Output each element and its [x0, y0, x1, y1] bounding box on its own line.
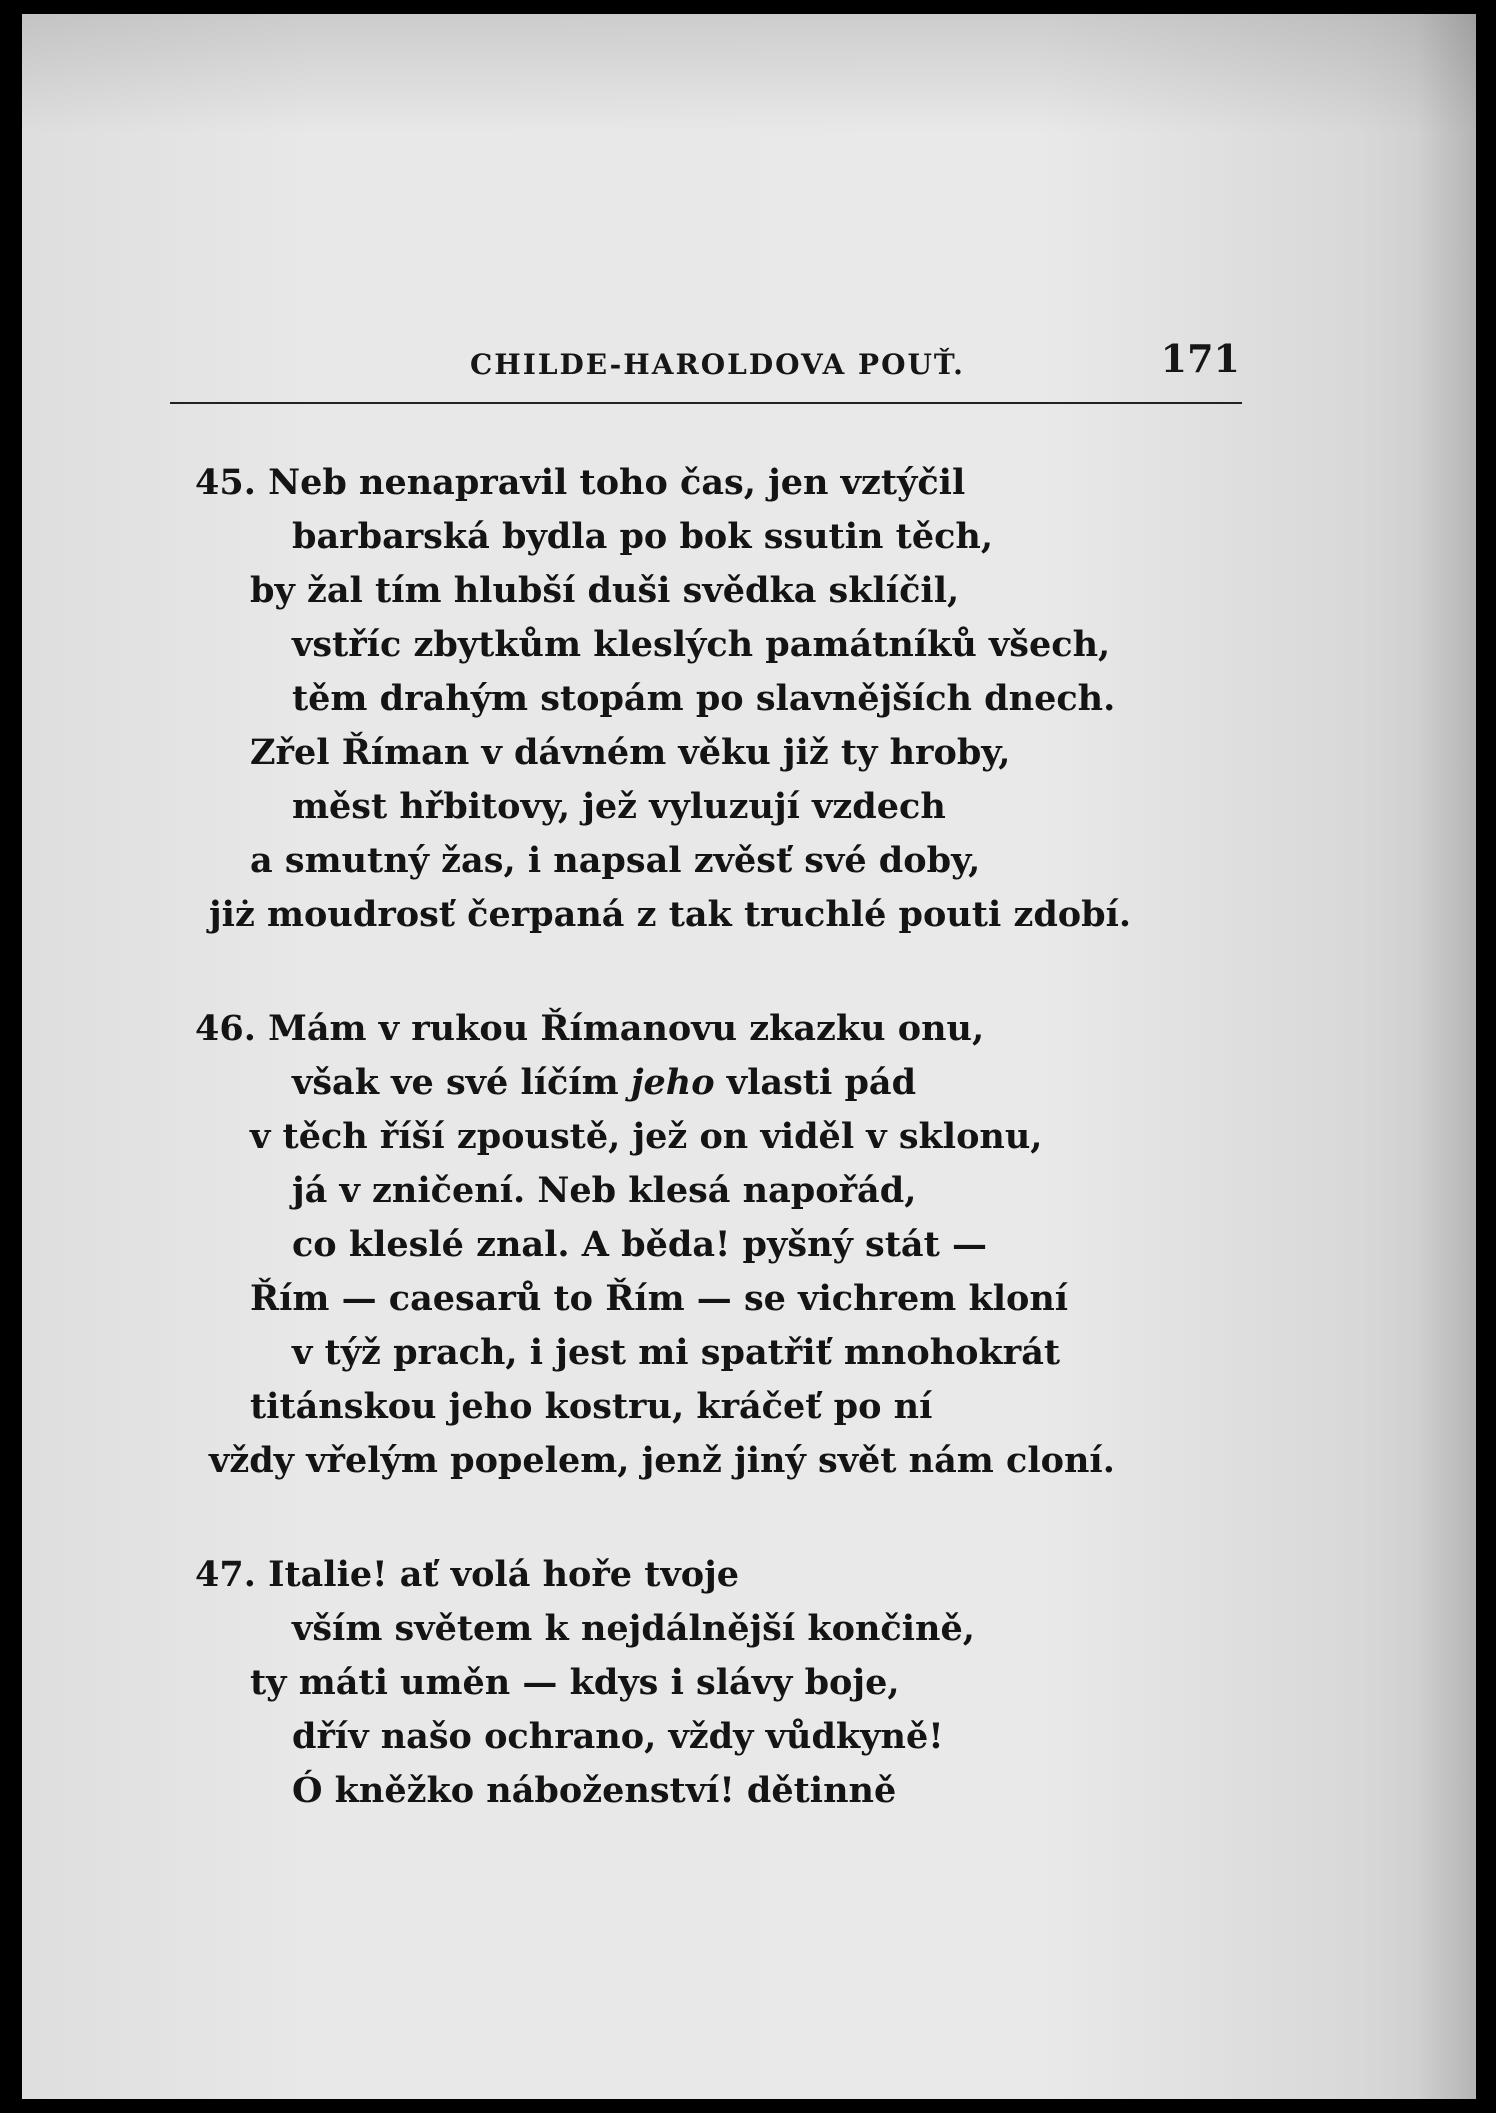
verse-segment: vlasti pád [714, 1062, 917, 1103]
verse-line: vždy vřelým popelem, jenž jiný svět nám cloní. [209, 1440, 1115, 1481]
verse-line: a smutný žas, i napsal zvěsť své doby, [250, 840, 981, 881]
verse-line: Zřel Říman v dávném věku již ty hroby, [250, 732, 1011, 773]
verse-line [292, 1056, 916, 1110]
italic-emphasis: jeho [630, 1062, 715, 1103]
running-title: CHILDE-HAROLDOVA POUŤ. [470, 348, 965, 381]
page-header [170, 336, 1240, 386]
verse-line: v týž prach, i jest mi spatřiť mnohokrát [292, 1332, 1061, 1373]
verse-segment: však ve své líčím [292, 1062, 631, 1103]
verse-line: 47. Italie! ať volá hoře tvoje [195, 1554, 740, 1595]
verse-line: Řím — caesarů to Řím — se vichrem kloní [250, 1278, 1069, 1319]
page-shading [22, 14, 1476, 134]
verse-line: Ó kněžko náboženství! dětinně [292, 1770, 897, 1811]
verse-line: dřív našo ochrano, vždy vůdkyně! [292, 1716, 944, 1757]
verse-line: by žal tím hlubší duši svědka sklíčil, [250, 570, 960, 611]
verse-line: titánskou jeho kostru, kráčeť po ní [250, 1386, 933, 1427]
verse-line: 46. Mám v rukou Římanovu zkazku onu, [195, 1008, 985, 1049]
verse-line: jiż moudrosť čerpaná z tak truchlé pouti zdobí. [209, 894, 1132, 935]
page-edge-shading [1416, 14, 1476, 2099]
book-page [22, 14, 1476, 2099]
header-rule [170, 402, 1242, 404]
verse-line: co kleslé znal. A běda! pyšný stát — [292, 1224, 987, 1265]
verse-line: 45. Neb nenapravil toho čas, jen vztýčil [195, 462, 966, 503]
verse-line: v těch říší zpoustě, jež on viděl v sklonu, [250, 1116, 1043, 1157]
verse-line: těm drahým stopám po slavnějších dnech. [292, 678, 1116, 719]
verse-line: ty máti uměn — kdys i slávy boje, [250, 1662, 900, 1703]
verse-line: vstříc zbytkům kleslých památníků všech, [292, 624, 1111, 665]
verse-line: měst hřbitovy, jež vyluzují vzdech [292, 786, 946, 827]
verse-line: barbarská bydla po bok ssutin těch, [292, 516, 994, 557]
verse-line: vším světem k nejdálnější končině, [292, 1608, 975, 1649]
verse-line: já v zničení. Neb klesá napořád, [292, 1170, 917, 1211]
page-number: 171 [1160, 336, 1240, 381]
